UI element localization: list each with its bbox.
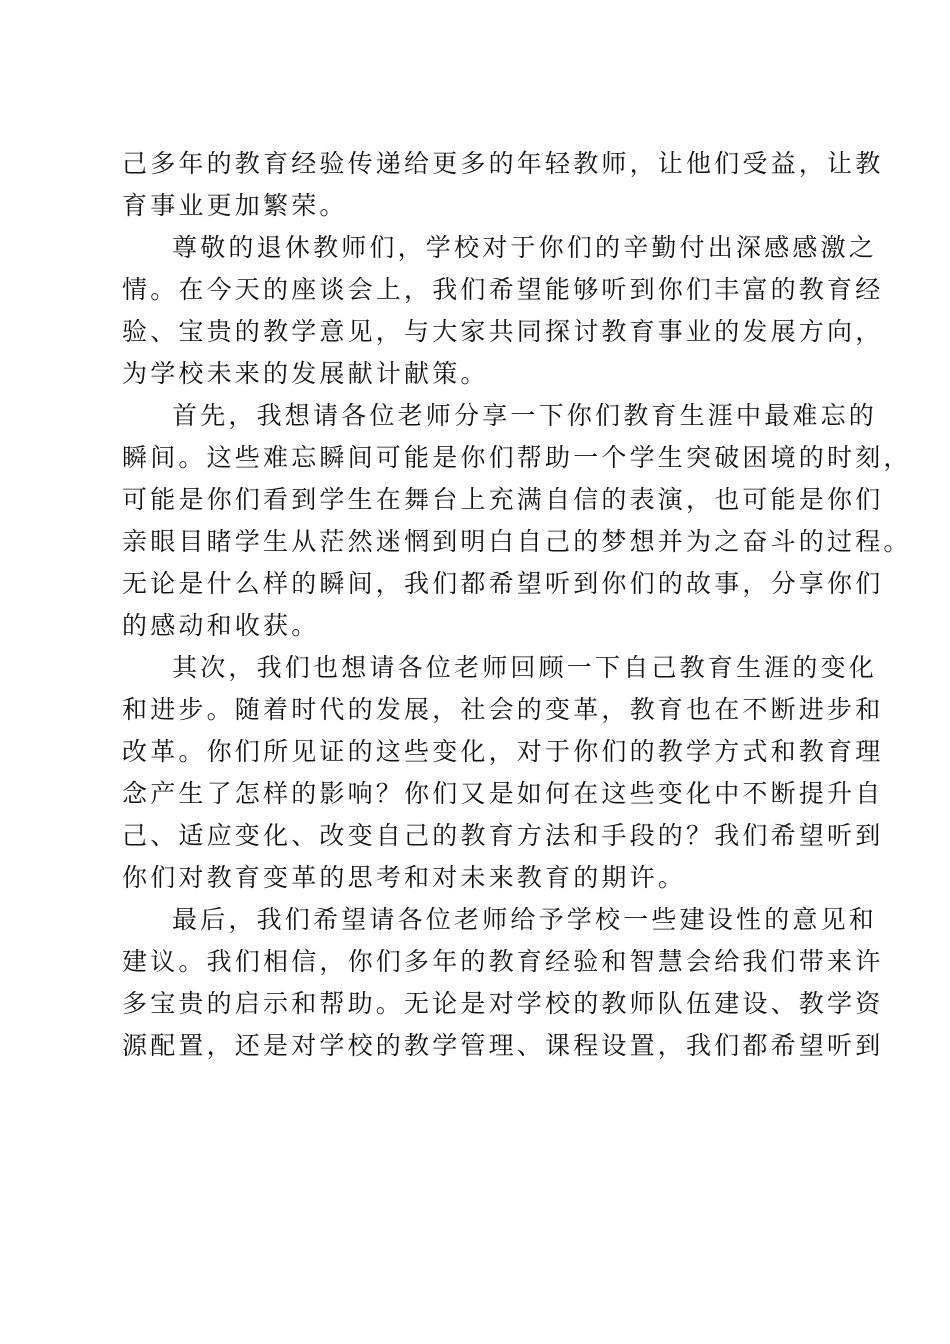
paragraph-first-line: 首先，我想请各位老师分享一下你们教育生涯中最难忘的 <box>172 401 878 430</box>
paragraph-line: 源配置，还是对学校的教学管理、课程设置，我们都希望听到 <box>122 1031 884 1060</box>
paragraph-line: 可能是你们看到学生在舞台上充满自信的表演，也可能是你们 <box>122 485 884 514</box>
paragraph-3 <box>122 395 912 647</box>
paragraph-line: 己、适应变化、改变自己的教育方法和手段的？我们希望听到 <box>122 821 884 850</box>
paragraph-line: 验、宝贵的教学意见，与大家共同探讨教育事业的发展方向， <box>122 317 884 346</box>
document-body <box>122 143 912 1067</box>
paragraph-line: 瞬间。这些难忘瞬间可能是你们帮助一个学生突破困境的时刻， <box>122 443 912 472</box>
paragraph-1 <box>122 143 884 227</box>
paragraph-line: 的感动和收获。 <box>122 611 320 640</box>
paragraph-line: 为学校未来的发展献计献策。 <box>122 359 489 388</box>
paragraph-line: 念产生了怎样的影响？你们又是如何在这些变化中不断提升自 <box>122 779 884 808</box>
paragraph-line: 你们对教育变革的思考和对未来教育的期许。 <box>122 863 687 892</box>
paragraph-line: 多宝贵的启示和帮助。无论是对学校的教师队伍建设、教学资 <box>122 989 884 1018</box>
paragraph-line: 建议。我们相信，你们多年的教育经验和智慧会给我们带来许 <box>122 947 884 976</box>
paragraph-line: 亲眼目睹学生从茫然迷惘到明白自己的梦想并为之奋斗的过程。 <box>122 527 912 556</box>
paragraph-line: 育事业更加繁荣。 <box>122 191 348 220</box>
paragraph-first-line: 尊敬的退休教师们，学校对于你们的辛勤付出深感感激之 <box>172 233 878 262</box>
paragraph-5 <box>122 899 884 1067</box>
paragraph-first-line: 最后，我们希望请各位老师给予学校一些建设性的意见和 <box>172 905 878 934</box>
paragraph-line: 己多年的教育经验传递给更多的年轻教师，让他们受益，让教 <box>122 149 884 178</box>
paragraph-4 <box>122 647 884 899</box>
paragraph-line: 改革。你们所见证的这些变化，对于你们的教学方式和教育理 <box>122 737 884 766</box>
paragraph-first-line: 其次，我们也想请各位老师回顾一下自己教育生涯的变化 <box>172 653 878 682</box>
paragraph-line: 无论是什么样的瞬间，我们都希望听到你们的故事，分享你们 <box>122 569 884 598</box>
paragraph-line: 情。在今天的座谈会上，我们希望能够听到你们丰富的教育经 <box>122 275 884 304</box>
paragraph-2 <box>122 227 884 395</box>
paragraph-line: 和进步。随着时代的发展，社会的变革，教育也在不断进步和 <box>122 695 884 724</box>
